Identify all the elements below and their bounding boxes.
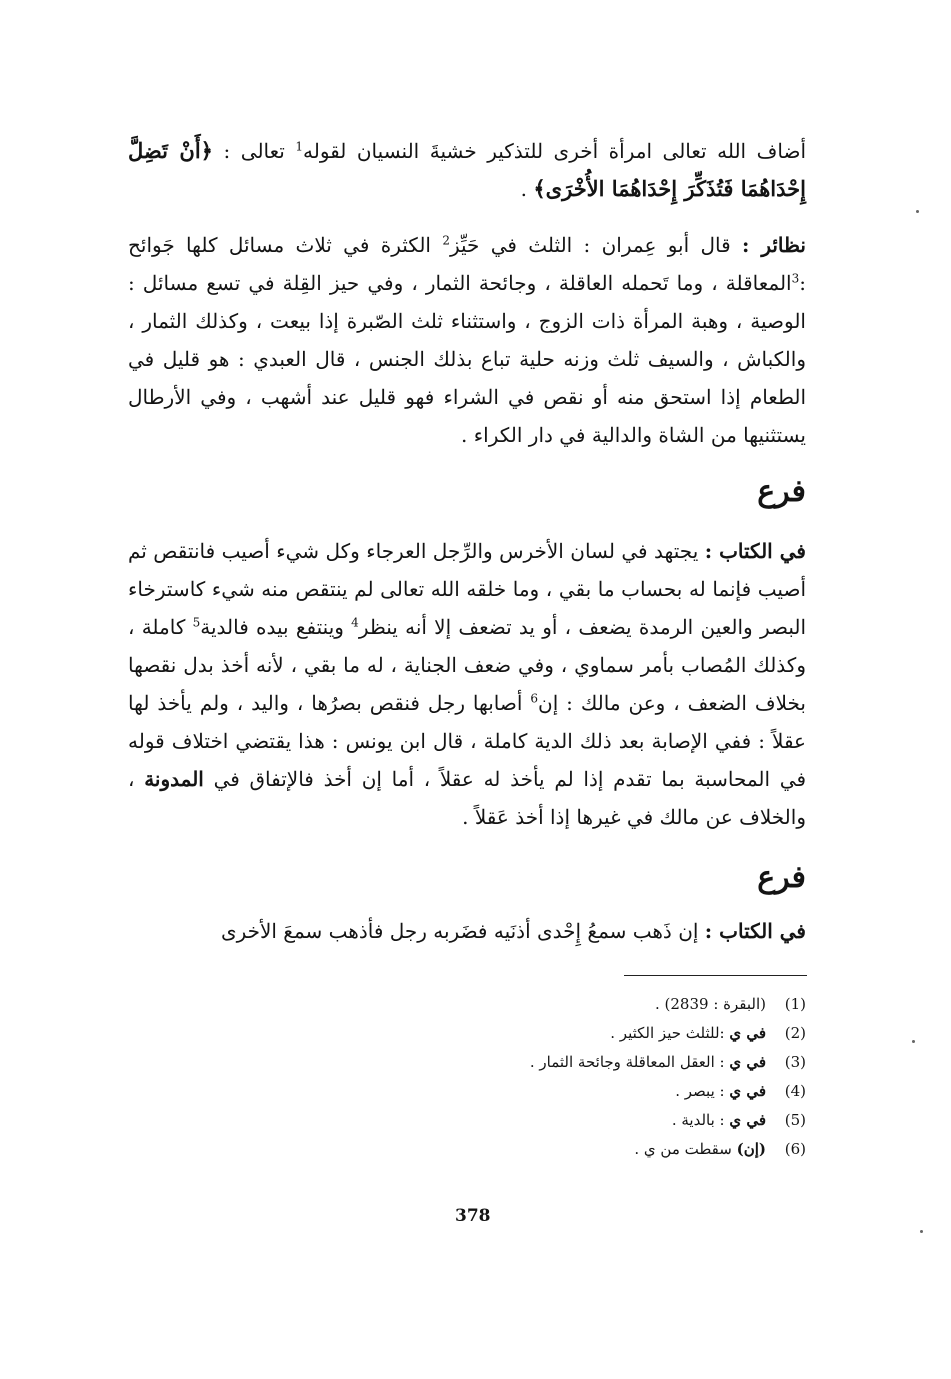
footnote bbox=[530, 1019, 806, 1048]
paragraph-3-text-e: ، والخلاف عن مالك في غيرها إذا أخذ عَقلاً . bbox=[128, 767, 806, 829]
scan-speck bbox=[920, 1230, 923, 1233]
paragraph-2-text-b: الكثرة في ثلاث مسائل كلها جَوائح : bbox=[128, 233, 806, 295]
paragraph-3-label: في الكتاب : bbox=[704, 539, 806, 563]
paragraph-3-text-a: يجتهد في لسان الأخرس والرِّجل العرجاء وكل شيء أصيب فانتقص ثم أصيب فإنما له بحساب ما بقي ، وما خلقه الله تعالى لم ينتقص منه شيء كاسترخاء البصر والعين الرمدة يضعف ، أو يد تضعف إلا أنه ينظر bbox=[128, 539, 807, 639]
footnote-text: : يبصر . bbox=[675, 1082, 725, 1100]
footnote-number: (2) bbox=[784, 1024, 806, 1042]
paragraph-4-label: في الكتاب : bbox=[704, 919, 806, 943]
footnote-source: في ي bbox=[729, 1024, 766, 1042]
footnote-text: :للثلث حيز الكثير . bbox=[610, 1024, 725, 1042]
scan-speck bbox=[916, 210, 919, 213]
footnote-source: في ي bbox=[729, 1082, 766, 1100]
footnote-ref-1: 1 bbox=[295, 139, 303, 154]
footnote-ref-3: 3 bbox=[791, 271, 800, 286]
footnote-ref-2: 2 bbox=[442, 233, 450, 248]
footnote-number: (6) bbox=[784, 1140, 806, 1158]
footnote-text: (البقرة : 2839) . bbox=[654, 995, 766, 1013]
paragraph-1-end: . bbox=[520, 177, 534, 201]
paragraph-3-text-d: أصابها رجل فنقص بصرُها ، واليد ، ولم يأخذ لها عقلاً : ففي الإصابة بعد ذلك الدية كاملة ، قال ابن يونس : هذا يقتضي اختلاف قوله في المحاسبة بما تقدم إذا لم يأخذ له عقلاً ، أما إن أخذ فالإتفاق في bbox=[128, 691, 807, 791]
paragraph-3-text-b: وينتفع بيده فالدية bbox=[200, 615, 344, 639]
section-heading-2: فرع bbox=[757, 860, 806, 895]
footnote-separator bbox=[624, 975, 807, 976]
footnote-text: : العقل المعاقلة وجائحة الثمار . bbox=[529, 1053, 725, 1071]
footnote-number: (5) bbox=[784, 1111, 806, 1129]
footnote-ref-5: 5 bbox=[192, 615, 201, 630]
paragraph-1 bbox=[128, 132, 806, 208]
footnote bbox=[530, 1048, 806, 1077]
footnote bbox=[530, 1077, 806, 1106]
footnote-text: سقطت من ي . bbox=[634, 1140, 732, 1158]
paragraph-4-text: إن ذَهب سمعُ إِحْدى أذنَيه فضَربه رجل فأذهب سمعَ الأخرى bbox=[220, 919, 699, 943]
footnote-source: في ي bbox=[729, 1111, 766, 1129]
footnote-source: (إن) bbox=[736, 1140, 766, 1158]
paragraph-2 bbox=[128, 226, 806, 454]
book-title-mudawwana: المدونة bbox=[144, 767, 204, 791]
quran-verse: ﴿أَنْ تَضِلَّ إِحْدَاهُمَا فَتُذَكِّرَ إِحْدَاهُمَا الأُخْرَى﴾ bbox=[128, 138, 806, 201]
page-number: 378 bbox=[455, 1206, 491, 1226]
footnotes bbox=[530, 990, 806, 1164]
paragraph-2-text-a: قال أبو عِمران : الثلث في حَيِّز bbox=[449, 233, 731, 257]
footnote-ref-6: 6 bbox=[530, 691, 539, 706]
paragraph-3 bbox=[128, 532, 806, 836]
section-heading-1: فرع bbox=[757, 474, 806, 509]
paragraph-4 bbox=[128, 912, 806, 950]
paragraph-1-text-a: أضاف الله تعالى امرأة أخرى للتذكير خشيةَ النسيان لقوله bbox=[303, 139, 806, 163]
footnote-text: : بالدية . bbox=[671, 1111, 725, 1129]
paragraph-2-text-c: المعاقلة ، وما تَحمله العاقلة ، وجائحة الثمار ، وفي حيز القِلة في تسع مسائل : الوصية ، وهبة المرأة ذات الزوج ، واستثناء ثلث الصّبرة إذا بيعت ، وكذلك الثمار ، والكباش ، والسيف ثلث وزنه حلية تباع بذلك الجنس ، قال العبدي : هو قليل في الطعام إذا استحق منه أو نقص في الشراء فهو قليل عند أشهب ، وفي الأرطال يستثنيها من الشاة والدالية في دار الكراء . bbox=[128, 271, 806, 447]
footnote bbox=[530, 1135, 806, 1164]
footnote bbox=[530, 990, 806, 1019]
scan-speck bbox=[912, 1040, 915, 1043]
footnote bbox=[530, 1106, 806, 1135]
footnote-ref-4: 4 bbox=[351, 615, 359, 630]
paragraph-3-text-c: كاملة ، وكذلك المُصاب بأمر سماوي ، وفي ضعف الجناية ، له ما بقي ، لأنه أخذ بدل نقصها بخلاف الضعف ، وعن مالك : إن bbox=[128, 615, 806, 715]
footnote-number: (4) bbox=[784, 1082, 806, 1100]
footnote-number: (3) bbox=[784, 1053, 806, 1071]
paragraph-2-label: نظائر : bbox=[742, 233, 806, 257]
footnote-number: (1) bbox=[784, 995, 806, 1013]
paragraph-1-text-b: تعالى : bbox=[223, 139, 285, 163]
footnote-source: في ي bbox=[729, 1053, 766, 1071]
